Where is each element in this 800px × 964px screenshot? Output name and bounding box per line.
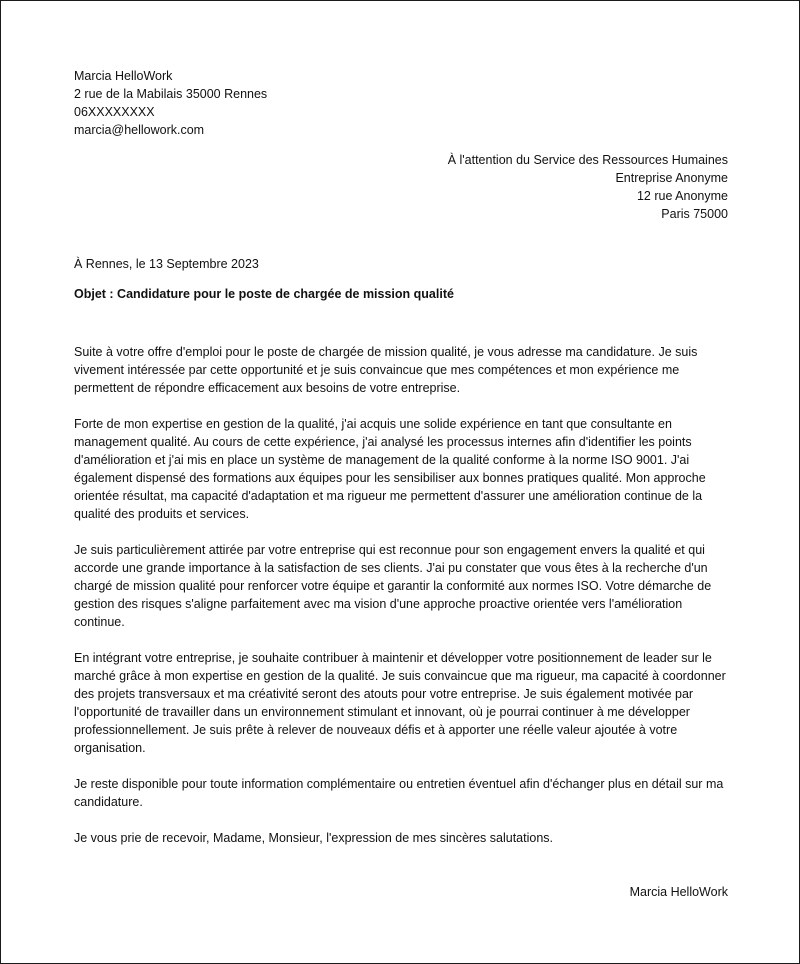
closing-formula: Je vous prie de recevoir, Madame, Monsieur, l'expression de mes sincères salutations. (74, 831, 554, 845)
body-paragraph: Je reste disponible pour toute information complémentaire ou entretien éventuel afin d'échanger plus en détail sur ma candidature. (74, 777, 724, 809)
sender-block (74, 67, 267, 139)
sender-name: Marcia HelloWork (74, 69, 173, 83)
signature: Marcia HelloWork (629, 885, 728, 899)
body-paragraph: Forte de mon expertise en gestion de la qualité, j'ai acquis une solide expérience en tant que consultante en management qualité. Au cours de cette expérience, j'ai analysé les processus internes afin d'identifier les points d'amélioration et j'ai mis en place un système de management de la qualité conforme à la norme ISO 9001. J'ai également dispensé des formations aux équipes pour les sensibiliser aux bonnes pratiques qualité. Mon approche orientée résultat, ma capacité d'adaptation et ma rigueur me permettent d'assurer une amélioration continue de la qualité des produits et services. (74, 417, 706, 521)
letter-body (74, 343, 734, 829)
body-paragraph: Suite à votre offre d'emploi pour le poste de chargée de mission qualité, je vous adresse ma candidature. Je suis vivement intéressée par cette opportunité et je suis convaincue que mes compétences et mon expérience me permettent de répondre efficacement aux besoins de votre entreprise. (74, 345, 698, 395)
place-date: À Rennes, le 13 Septembre 2023 (74, 257, 259, 271)
recipient-street: 12 rue Anonyme (636, 189, 728, 203)
subject-line: Objet : Candidature pour le poste de chargée de mission qualité (74, 287, 454, 301)
recipient-city: Paris 75000 (661, 207, 728, 221)
body-paragraph: Je suis particulièrement attirée par votre entreprise qui est reconnue pour son engagement envers la qualité et qui accorde une grande importance à la satisfaction de ses clients. J'ai pu constater que vous êtes à la recherche d'un chargé de mission qualité pour renforcer votre équipe et garantir la conformité aux normes ISO. Votre démarche de gestion des risques s'aligne parfaitement avec ma vision d'une approche proactive orientée vers l'amélioration continue. (74, 543, 712, 629)
recipient-block (448, 151, 728, 223)
sender-phone: 06XXXXXXXX (74, 105, 155, 119)
body-paragraph: En intégrant votre entreprise, je souhaite contribuer à maintenir et développer votre positionnement de leader sur le marché grâce à mon expertise en gestion de la qualité. Je suis convaincue que ma rigueur, ma capacité à coordonner des projets transversaux et ma créativité seront des atouts pour votre entreprise. Je suis également motivée par l'opportunité de travailler dans un environnement stimulant et innovant, où je pourrai continuer à me développer professionnellement. Je suis prête à relever de nouveaux défis et à apporter une réelle valeur ajoutée à votre organisation. (74, 651, 726, 755)
recipient-attention: À l'attention du Service des Ressources Humaines (447, 153, 728, 167)
sender-email: marcia@hellowork.com (74, 123, 205, 137)
sender-address: 2 rue de la Mabilais 35000 Rennes (74, 87, 268, 101)
recipient-company: Entreprise Anonyme (615, 171, 728, 185)
